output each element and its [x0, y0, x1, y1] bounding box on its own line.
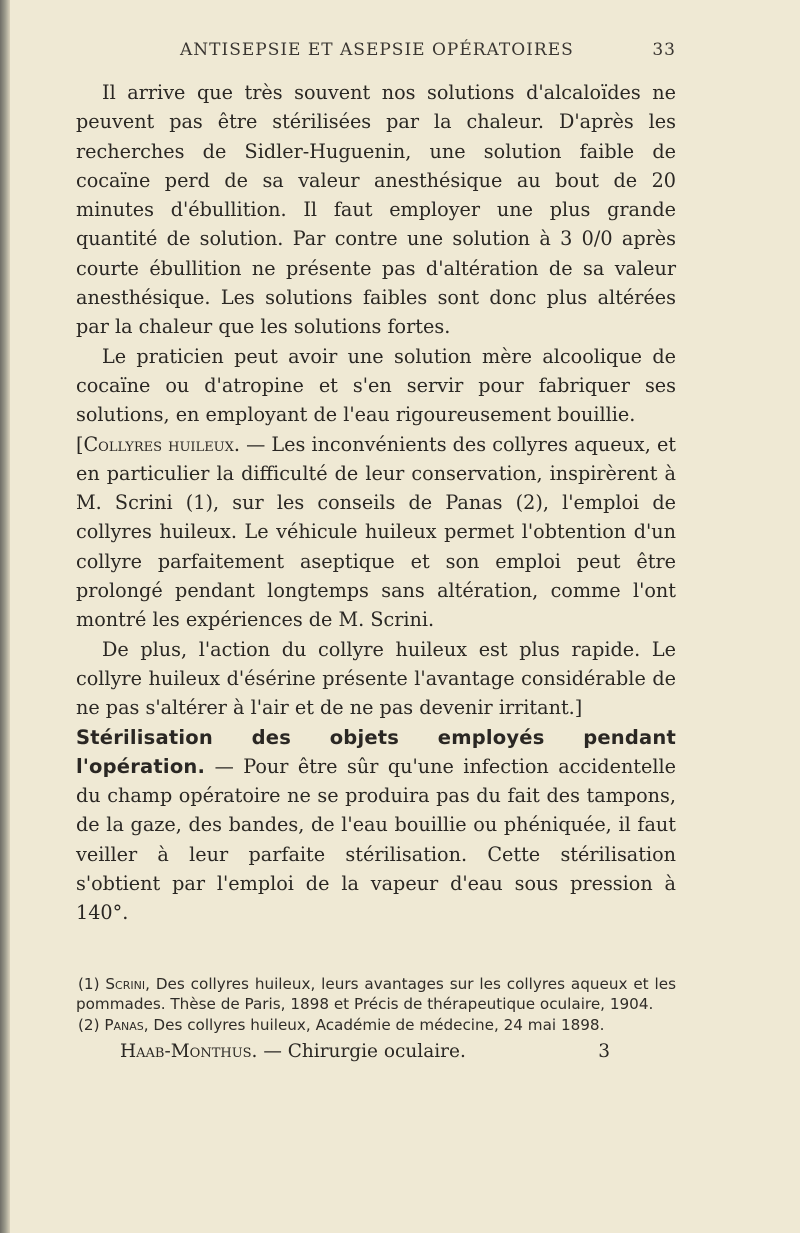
footnote-1 [76, 974, 676, 1015]
page-number: 33 [652, 40, 676, 60]
paragraph-5 [76, 723, 676, 928]
footnotes [76, 974, 676, 1036]
footnote-1-number: (1) [78, 974, 106, 993]
paragraph-3 [76, 430, 676, 635]
paragraph-3-text: — Les inconvénients des collyres aqueux, et en particulier la difficulté de leur conservation, inspirèrent à M. Scrini (1), sur les conseils de Panas (2), l'emploi de collyres huileux. Le véhicule huileux permet l'obtention d'un collyre parfaitement aseptique et son emploi peut être prolongé pendant longtemps sans altération, comme l'ont montré les expériences de M. Scrini. [76, 432, 677, 632]
body-text [76, 78, 676, 928]
signature-mark: 3 [598, 1041, 610, 1063]
footnote-1-author: Scrini, [105, 974, 150, 993]
section-title-collyres-huileux: [Collyres huileux. [76, 432, 240, 456]
footnote-2-number: (2) [78, 1015, 105, 1034]
footnote-2-text: Des collyres huileux, Académie de médecine, 24 mai 1898. [148, 1015, 605, 1034]
footnote-2-author: Panas, [104, 1015, 149, 1034]
signature-line [76, 1041, 676, 1062]
section-title-sterilisation: Stérilisation des objets employés pendant l'opération. [76, 725, 676, 778]
footnote-1-text: Des collyres huileux, leurs avantages sur les collyres aqueux et les pommades. Thèse de Paris, 1898 et Précis de thérapeutique oculaire, 1904. [76, 974, 676, 1014]
footnote-2 [76, 1015, 676, 1036]
running-header [76, 40, 676, 60]
book-reference [120, 1041, 466, 1062]
book-author: Haab-Monthus. [120, 1041, 258, 1063]
book-page [76, 40, 676, 1062]
paragraph-4: De plus, l'action du collyre huileux est plus rapide. Le collyre huileux d'ésérine présente l'avantage considérable de ne pas s'altérer à l'air et de ne pas devenir irritant.] [76, 637, 676, 720]
paragraph-5-text: — Pour être sûr qu'une infection accidentelle du champ opératoire ne se produira pas du fait des tampons, de la gaze, des bandes, de l'eau bouillie ou phéniquée, il faut veiller à leur parfaite stérilisation. Cette stérilisation s'obtient par l'emploi de la vapeur d'eau sous pression à 140°. [76, 754, 676, 925]
paragraph-2: Le praticien peut avoir une solution mère alcoolique de cocaïne ou d'atropine et s'en servir pour fabriquer ses solutions, en employant de l'eau rigoureusement bouillie. [76, 344, 676, 427]
running-title: ANTISEPSIE ET ASEPSIE OPÉRATOIRES [180, 40, 574, 60]
book-title: — Chirurgie oculaire. [257, 1041, 466, 1063]
book-binding-edge [0, 0, 10, 1233]
paragraph-1: Il arrive que très souvent nos solutions d'alcaloïdes ne peuvent pas être stérilisées par la chaleur. D'après les recherches de Sidler-Huguenin, une solution faible de cocaïne perd de sa valeur anesthésique au bout de 20 minutes d'ébullition. Il faut employer une plus grande quantité de solution. Par contre une solution à 3 0/0 après courte ébullition ne présente pas d'altération de sa valeur anesthésique. Les solutions faibles sont donc plus altérées par la chaleur que les solutions fortes. [76, 81, 676, 339]
